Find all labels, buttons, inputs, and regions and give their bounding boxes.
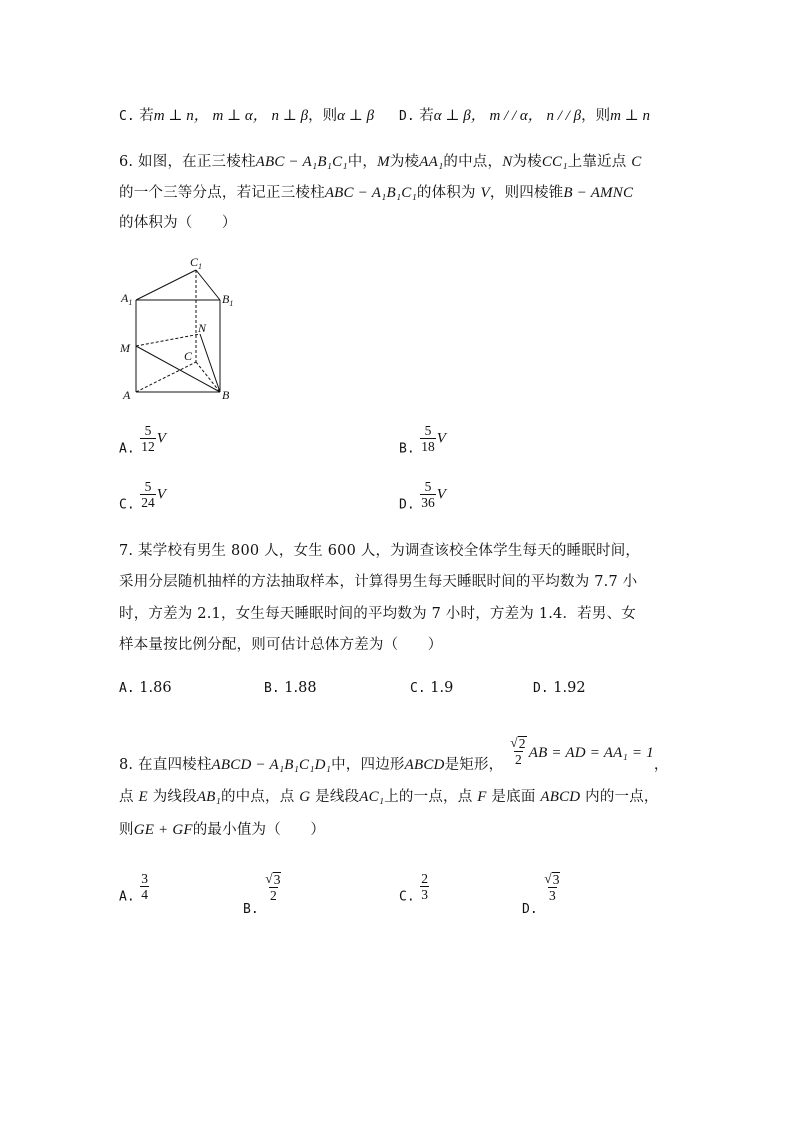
math-v: V xyxy=(480,185,490,201)
option-var: V xyxy=(436,486,446,503)
edge-a1c1 xyxy=(136,270,196,300)
text: 是矩形， xyxy=(444,757,504,773)
q7-line-1: 7. 某学校有男生 800 人，女生 600 人，为调查该校全体学生每天的睡眠时间， xyxy=(119,543,641,559)
radicand: 3 xyxy=(552,872,560,887)
q6-line-1 xyxy=(119,150,641,171)
label-a1: $A_1$ xyxy=(121,291,133,307)
q8-option-a xyxy=(119,872,150,905)
q7-line-4: 样本量按比例分配，则可估计总体方差为（ ） xyxy=(119,637,443,653)
q8-option-d xyxy=(522,872,562,917)
prism-figure xyxy=(118,252,248,402)
math-ab1: AB₁ xyxy=(196,789,221,805)
q8-line-2 xyxy=(119,785,659,806)
edge-ac-hidden xyxy=(136,362,196,392)
math-expr: GE + GF xyxy=(133,822,193,838)
math-cc1: CC₁ xyxy=(541,154,568,170)
label-b1: $B_1$ xyxy=(222,292,234,308)
q8-option-c xyxy=(399,872,430,905)
text: ，则四棱锥 xyxy=(489,185,564,201)
fraction-den: 2 xyxy=(269,888,277,903)
option-letter: C. xyxy=(410,681,426,696)
fraction-num: 3 xyxy=(141,871,149,886)
option-text: ，则 xyxy=(308,108,338,124)
text: 是底面 xyxy=(491,789,536,805)
radicand: 2 xyxy=(518,736,526,751)
fraction-den: 4 xyxy=(141,887,149,902)
math-f: F xyxy=(477,789,487,805)
option-var: V xyxy=(156,486,166,503)
option-expr: m ⊥ n， m ⊥ α， n ⊥ β xyxy=(153,108,309,124)
label-c: C xyxy=(184,349,193,363)
fraction-den: 24 xyxy=(141,495,155,510)
fraction-den: 12 xyxy=(141,439,155,454)
option-value: 1.88 xyxy=(284,680,317,696)
option-text: 若 xyxy=(419,108,434,124)
fraction xyxy=(420,872,429,901)
text: 点 xyxy=(119,789,134,805)
text: 为线段 xyxy=(152,789,197,805)
text: 内的一点， xyxy=(585,789,659,805)
fraction-num xyxy=(543,872,561,887)
math-prism: ABCD − A₁B₁C₁D₁ xyxy=(211,757,332,773)
option-letter: C. xyxy=(399,889,415,905)
math-abcd: ABCD xyxy=(404,757,445,773)
text: 为棱 xyxy=(389,154,420,170)
fraction xyxy=(140,872,149,901)
fraction-num: 5 xyxy=(424,423,432,438)
q6-option-b xyxy=(399,424,446,457)
option-text: 若 xyxy=(139,108,154,124)
math-equation: AB = AD = AA₁ = 1 xyxy=(528,745,654,761)
option-letter: D. xyxy=(522,902,538,917)
label-a: A xyxy=(123,388,131,402)
q6-line-3 xyxy=(119,211,237,232)
math-ac1: AC₁ xyxy=(359,789,385,805)
text: 则 xyxy=(119,822,134,838)
q7-option-a xyxy=(119,680,172,696)
radical-sign: √ xyxy=(544,871,552,886)
fraction-den: 36 xyxy=(421,495,435,510)
radicand: 3 xyxy=(273,872,281,887)
text: 上靠近点 xyxy=(567,154,627,170)
fraction xyxy=(140,424,156,453)
fraction-num xyxy=(509,736,528,751)
label-n: N xyxy=(198,321,207,335)
math-e: E xyxy=(138,789,148,805)
q5-option-d xyxy=(399,104,650,125)
q7-option-b xyxy=(264,680,317,696)
text: 的中点， xyxy=(443,154,503,170)
text: 的一个三等分点，若记正三棱柱 xyxy=(119,185,325,201)
option-letter: B. xyxy=(264,681,280,696)
option-text: ，则 xyxy=(581,108,611,124)
q7-line-3: 时，方差为 2.1，女生每天睡眠时间的平均数为 7 小时，方差为 1.4．若男、女 xyxy=(119,606,636,622)
option-letter: B. xyxy=(243,902,259,917)
q8-line-3 xyxy=(119,818,325,839)
option-value: 1.86 xyxy=(139,680,172,696)
text: 的体积为（ ） xyxy=(119,215,237,231)
text: 8. 在直四棱柱 xyxy=(119,757,212,773)
sqrt2-over-2 xyxy=(509,736,528,766)
option-letter: C. xyxy=(119,497,135,513)
fraction-num: 5 xyxy=(144,479,152,494)
math-m: M xyxy=(377,154,390,170)
fraction-den: 3 xyxy=(548,888,556,903)
fraction xyxy=(264,872,282,902)
math-pyramid: B − AMNC xyxy=(563,185,634,201)
q6-line-2 xyxy=(119,181,633,202)
label-m: M xyxy=(120,341,130,355)
edge-c1b1 xyxy=(196,270,220,300)
option-expr: α ⊥ β， m / / α， n / / β xyxy=(433,108,582,124)
fraction xyxy=(420,480,436,509)
option-letter: A. xyxy=(119,681,135,696)
math-g: G xyxy=(299,789,311,805)
text: 中， xyxy=(347,154,378,170)
fraction-num: 5 xyxy=(424,479,432,494)
fraction-den: 3 xyxy=(421,887,429,902)
radical-sign: √ xyxy=(265,871,273,886)
fraction-num: 2 xyxy=(421,871,429,886)
option-letter: B. xyxy=(399,441,415,457)
text: 的中点，点 xyxy=(220,789,295,805)
text: 上的一点，点 xyxy=(384,789,473,805)
fraction xyxy=(420,424,436,453)
option-letter: A. xyxy=(119,889,135,905)
q6-option-d xyxy=(399,480,446,513)
q7-option-d xyxy=(533,680,586,696)
q7-line-2: 采用分层随机抽样的方法抽取样本，计算得男生每天睡眠时间的平均数为 7.7 小 xyxy=(119,574,638,590)
option-letter: A. xyxy=(119,441,135,457)
option-value: 1.92 xyxy=(553,680,586,696)
option-var: V xyxy=(436,430,446,447)
text: 是线段 xyxy=(315,789,360,805)
q6-option-c xyxy=(119,480,166,513)
q8-line-1 xyxy=(119,736,669,774)
option-conclusion: α ⊥ β xyxy=(337,108,375,124)
math-abcd: ABCD xyxy=(540,789,581,805)
radical-sign: √ xyxy=(510,735,518,750)
option-value: 1.9 xyxy=(430,680,454,696)
text: 的体积为 xyxy=(416,185,476,201)
math-aa1: AA₁ xyxy=(419,154,444,170)
option-letter: D. xyxy=(533,681,549,696)
option-letter: D. xyxy=(399,109,415,124)
math-prism: ABC − A₁B₁C₁ xyxy=(324,185,417,201)
q8-option-b xyxy=(243,872,283,917)
option-letter: C. xyxy=(119,109,135,124)
edge-nb xyxy=(200,334,220,392)
fraction-num xyxy=(264,872,282,887)
fraction-den: 18 xyxy=(421,439,435,454)
q5-option-c xyxy=(119,104,374,125)
math-n: N xyxy=(502,154,513,170)
q6-option-a xyxy=(119,424,166,457)
fraction xyxy=(543,872,561,902)
math-c: C xyxy=(631,154,642,170)
fraction-num: 5 xyxy=(144,423,152,438)
q7-option-c xyxy=(410,680,453,696)
text: 中，四边形 xyxy=(331,757,405,773)
fraction xyxy=(140,480,156,509)
math-prism: ABC − A₁B₁C₁ xyxy=(255,154,348,170)
text: 为棱 xyxy=(512,154,542,170)
text: ， xyxy=(653,757,669,773)
edge-mn-hidden xyxy=(136,334,200,346)
label-b: B xyxy=(222,388,230,402)
edge-mb xyxy=(136,346,220,392)
option-letter: D. xyxy=(399,497,415,513)
fraction-den: 2 xyxy=(514,752,522,767)
option-conclusion: m ⊥ n xyxy=(610,108,651,124)
text: 的最小值为（ ） xyxy=(192,822,326,838)
text: 6. 如图，在正三棱柱 xyxy=(119,154,256,170)
option-var: V xyxy=(156,430,166,447)
label-c1: $C_1$ xyxy=(190,255,203,271)
edge-cb-hidden xyxy=(196,362,220,392)
